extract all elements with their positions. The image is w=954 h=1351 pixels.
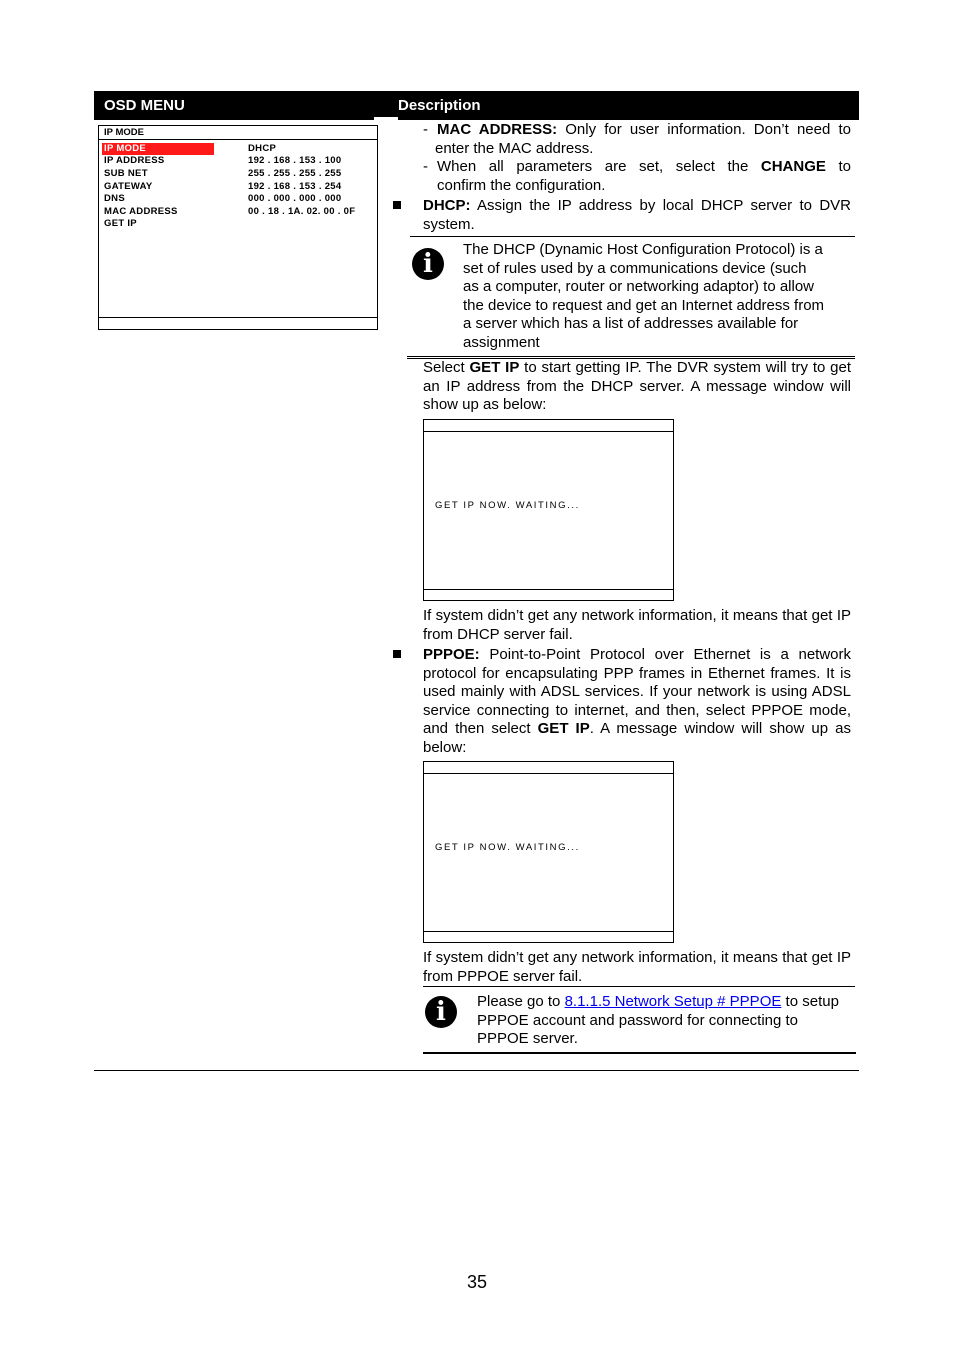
- note2-top-rule: [423, 986, 855, 987]
- page-number: 35: [466, 1272, 488, 1292]
- dhcp-fail-text: If system didn’t get any network information, it means that get IP from DHCP server fail.: [423, 607, 851, 643]
- pppoe-paragraph: PPPOE: Point-to-Point Protocol over Ethernet is a network protocol for encapsulating PPP frames in Ethernet frames. It is used mainly with ADSL services. If your network is using ADSL service connecting to internet, and then, select PPPOE mode, and then select GET IP. A message window will show up as below:: [423, 646, 852, 756]
- note1-top-rule: [410, 236, 855, 237]
- dash-mac: -: [423, 121, 428, 138]
- dhcp-paragraph: DHCP: Assign the IP address by local DHCP server to DVR system.: [423, 197, 851, 233]
- mac-address-line1: [437, 121, 851, 140]
- osd-title: IP MODE: [104, 127, 144, 138]
- waiting-message: GET IP NOW. WAITING...: [435, 842, 580, 853]
- bullet-dhcp: [393, 201, 401, 209]
- get-ip-keyword: GET IP: [469, 359, 520, 376]
- note2-bottom-rule: [423, 1052, 856, 1054]
- osd-menu-panel: [98, 125, 378, 330]
- osd-row-ip-mode[interactable]: IP MODE DHCP: [104, 143, 277, 154]
- header-osd-menu: OSD MENU: [104, 97, 185, 114]
- osd-row-gateway[interactable]: GATEWAY 192 . 168 . 153 . 254: [104, 181, 342, 192]
- select-get-ip-paragraph: Select GET IP to start getting IP. The DVR system will try to get an IP address from the DHCP server. A message window will show up as below:: [423, 359, 851, 413]
- info-icon: i: [425, 996, 457, 1028]
- change-line2: confirm the configuration.: [437, 177, 606, 194]
- header-divider: [374, 117, 398, 120]
- info-icon: i: [412, 248, 444, 280]
- mac-address-label: MAC ADDRESS:: [437, 121, 558, 138]
- note1-text: The DHCP (Dynamic Host Configuration Protocol) is a set of rules used by a communications device (such as a computer, router or networking adaptor) to allow the device to request and get an Internet address from a server which has a list of addresses available for assignment: [463, 241, 825, 351]
- pppoe-label: PPPOE:: [423, 646, 480, 663]
- osd-row-sub-net[interactable]: SUB NET 255 . 255 . 255 . 255: [104, 168, 342, 179]
- dash-change: -: [423, 158, 428, 175]
- note2-text: Please go to 8.1.1.5 Network Setup # PPPOE to setup PPPOE account and password for connecting to PPPOE server.: [477, 993, 839, 1047]
- osd-row-ip-address[interactable]: IP ADDRESS 192 . 168 . 153 . 100: [104, 155, 342, 166]
- header-description: Description: [398, 97, 481, 114]
- waiting-message: GET IP NOW. WAITING...: [435, 500, 580, 511]
- mac-address-line2: enter the MAC address.: [435, 140, 594, 157]
- table-bottom-rule: [94, 1070, 859, 1071]
- bullet-pppoe: [393, 650, 401, 658]
- osd-row-mac-address[interactable]: MAC ADDRESS 00 . 18 . 1A. 02. 00 . 0F: [104, 206, 356, 217]
- network-setup-pppoe-link[interactable]: 8.1.1.5 Network Setup # PPPOE: [564, 993, 782, 1010]
- pppoe-fail-text: If system didn’t get any network information, it means that get IP from PPPOE server fail.: [423, 949, 851, 985]
- message-window-pppoe: [423, 761, 674, 943]
- get-ip-keyword-2: GET IP: [537, 720, 590, 737]
- mac-address-text: Only for user information. Don’t need to: [565, 121, 851, 138]
- message-window-dhcp: [423, 419, 674, 601]
- osd-row-dns[interactable]: DNS 000 . 000 . 000 . 000: [104, 193, 342, 204]
- table-header: [94, 91, 859, 120]
- change-keyword: CHANGE: [760, 158, 826, 175]
- note1-bottom-rule: [407, 356, 855, 357]
- osd-row-get-ip[interactable]: GET IP: [104, 218, 137, 229]
- dhcp-label: DHCP:: [423, 197, 471, 214]
- change-line1: When all parameters are set, select the CHANGE to: [437, 158, 851, 175]
